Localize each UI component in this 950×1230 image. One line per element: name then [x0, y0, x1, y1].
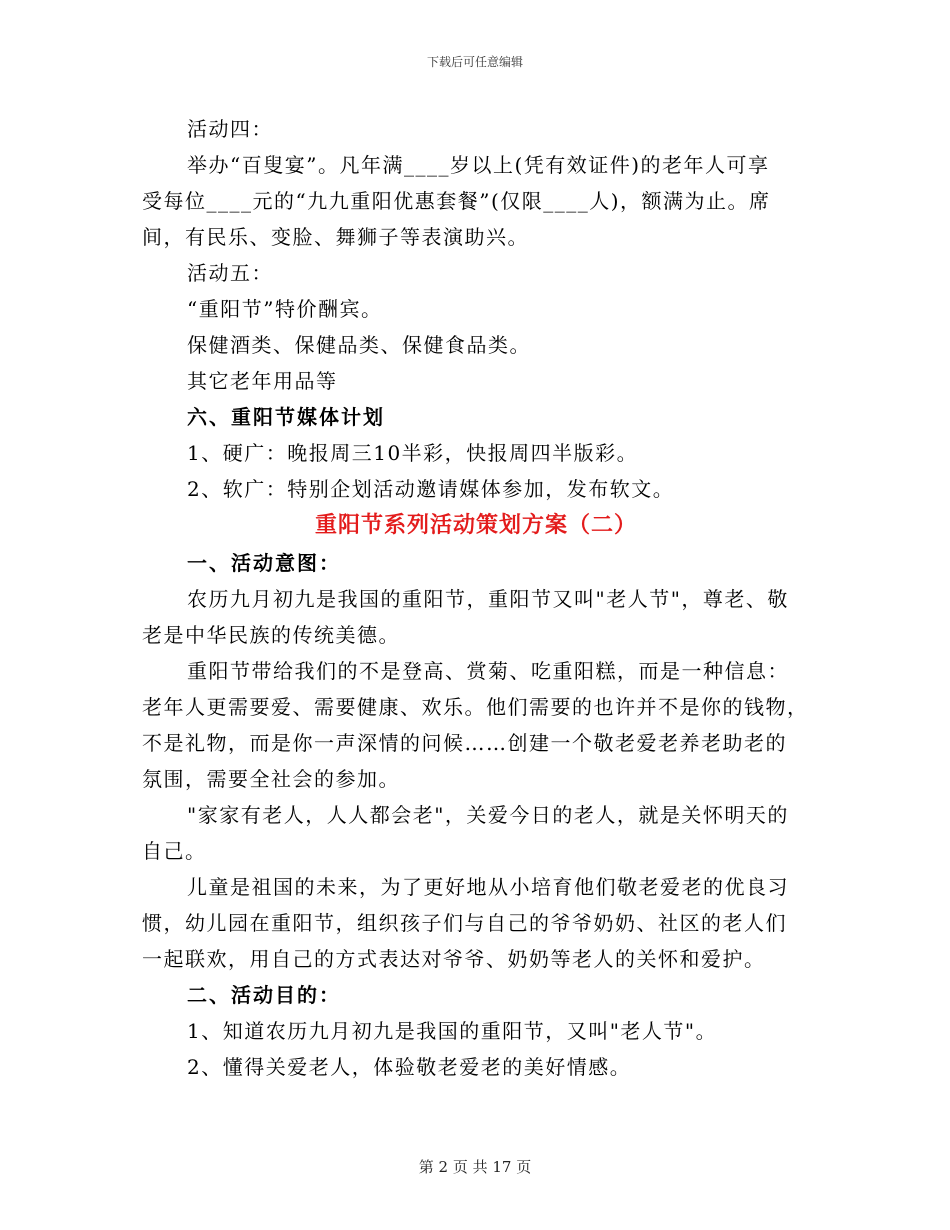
paragraph-line: 自己。	[142, 839, 207, 863]
paragraph-line: 儿童是祖国的未来，为了更好地从小培育他们敬老爱老的优良习	[187, 875, 789, 899]
paragraph-line: 老是中华民族的传统美德。	[142, 623, 400, 647]
paragraph-line: "家家有老人，人人都会老"，关爱今日的老人，就是关怀明天的	[187, 803, 789, 827]
list-item: 2、懂得关爱老人，体验敬老爱老的美好情感。	[187, 1055, 632, 1079]
page-footer: 第 2 页 共 17 页	[418, 1158, 532, 1176]
paragraph-line: 不是礼物，而是你一声深情的问候……创建一个敬老爱老养老助老的	[142, 731, 787, 755]
list-item: 2、软广：特别企划活动邀请媒体参加，发布软文。	[187, 477, 675, 501]
paragraph-line: 氛围，需要全社会的参加。	[142, 767, 400, 791]
paragraph-line: 农历九月初九是我国的重阳节，重阳节又叫"老人节"，尊老、敬	[187, 587, 789, 611]
paragraph-line: 间，有民乐、变脸、舞狮子等表演助兴。	[142, 225, 529, 249]
paragraph-line: 重阳节带给我们的不是登高、赏菊、吃重阳糕，而是一种信息：	[187, 659, 789, 683]
paragraph-line: 其它老年用品等	[187, 369, 338, 393]
section-heading-goals: 二、活动目的：	[187, 983, 341, 1007]
paragraph-line: 保健酒类、保健品类、保健食品类。	[187, 333, 531, 357]
page-header: 下载后可任意编辑	[426, 55, 523, 69]
paragraph-line: 老年人更需要爱、需要健康、欢乐。他们需要的也许并不是你的钱物，	[142, 695, 809, 719]
activity-four-heading: 活动四：	[187, 117, 273, 141]
paragraph-line: 受每位____元的“九九重阳优惠套餐”(仅限____人)，额满为止。席	[142, 189, 771, 213]
paragraph-line: 惯，幼儿园在重阳节，组织孩子们与自己的爷爷奶奶、社区的老人们	[142, 911, 787, 935]
paragraph-line: 一起联欢，用自己的方式表达对爷爷、奶奶等老人的关怀和爱护。	[142, 947, 766, 971]
section-heading-media-plan: 六、重阳节媒体计划	[187, 405, 385, 429]
paragraph-line: 举办“百叟宴”。凡年满____岁以上(凭有效证件)的老年人可享	[187, 153, 770, 177]
document-body	[142, 111, 810, 1085]
list-item: 1、知道农历九月初九是我国的重阳节，又叫"老人节"。	[187, 1019, 718, 1043]
document-title: 重阳节系列活动策划方案（二）	[314, 513, 637, 538]
activity-five-heading: 活动五：	[187, 261, 273, 285]
list-item: 1、硬广：晚报周三10半彩，快报周四半版彩。	[187, 441, 639, 465]
section-heading-intent: 一、活动意图：	[187, 551, 341, 575]
paragraph-line: “重阳节”特价酬宾。	[187, 297, 383, 321]
